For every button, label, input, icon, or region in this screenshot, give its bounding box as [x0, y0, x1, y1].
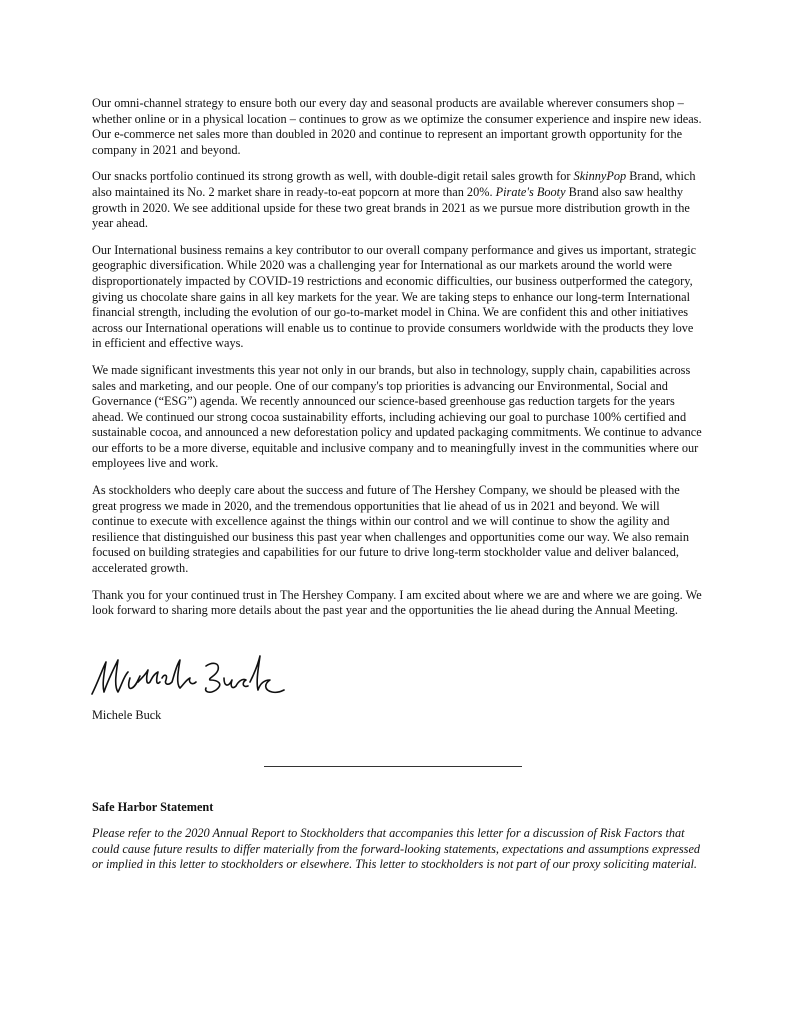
paragraph-thank-you: Thank you for your continued trust in The Hershey Company. I am excited about where we are and where we are going. We look forward to sharing more details about the past year and the opportunities the lie ahead during the Annual Meeting. [92, 587, 702, 618]
snacks-text-b: Brand, which also maintained its No. 2 market share in ready-to-eat popcorn at more than 20%. [92, 169, 696, 199]
divider-line [264, 766, 522, 767]
paragraph-stockholders: As stockholders who deeply care about the success and future of The Hershey Company, we should be pleased with the great progress we made in 2020, and the tremendous opportunities that lie ahead of us in 2021 and beyond. We will continue to execute with excellence against the things within our control and we will continue to show the agility and resilience that distinguished our business this past year when challenges and opportunities come our way. We also remain focused on building strategies and capabilities for our future to drive long-term stockholder value and deliver balanced, accelerated growth. [92, 483, 689, 576]
brand-pirates-booty: Pirate's Booty [495, 184, 566, 199]
snacks-text-c: Brand also saw healthy growth in 2020. We see additional upside for these two great brands in 2021 as we pursue more distribution growth in the year ahead. [92, 184, 690, 231]
safe-harbor-text: Please refer to the 2020 Annual Report to Stockholders that accompanies this letter for a discussion of Risk Factors that could cause future results to differ materially from the forward-looking statements, expectations and assumptions expressed or implied in this letter to stockholders or elsewhere. This letter to stockholders is not part of our proxy soliciting material. [92, 826, 701, 872]
safe-harbor-title: Safe Harbor Statement [92, 800, 214, 814]
letter-body [92, 96, 704, 630]
handwritten-signature [88, 652, 288, 702]
paragraph-investments: We made significant investments this year not only in our brands, but also in technology, supply chain, capabilities across sales and marketing, and our people. One of our company's top priorities is advancing our Environmental, Social and Governance (“ESG”) agenda. We recently announced our science-based greenhouse gas reduction targets for the years ahead. We continued our strong cocoa sustainability efforts, including achieving our goal to purchase 100% certified and sustainable cocoa, and announced a new deforestation policy and updated packaging commitments. We continue to advance our efforts to be a more diverse, equitable and inclusive company and to meaningfully invest in the communities where our employees live and work. [92, 362, 702, 471]
brand-skinnypop: SkinnyPop [573, 169, 627, 184]
snacks-text-a: Our snacks portfolio continued its strong growth as well, with double-digit retail sales growth for [92, 169, 574, 184]
paragraph-international: Our International business remains a key contributor to our overall company performance and gives us important, strategic geographic diversification. While 2020 was a challenging year for International as our markets around the world were disproportionately impacted by COVID-19 restrictions and economic difficulties, our business outperformed the category, giving us chocolate share gains in all key markets for the year. We are taking steps to enhance our long-term International financial strength, including the evolution of our go-to-market model in China. We are confident this and other initiatives across our International operations will enable us to continue to provide consumers worldwide with the products they love in efficient and effective ways. [92, 242, 697, 351]
paragraph-omni-channel: Our omni-channel strategy to ensure both our every day and seasonal products are available wherever consumers shop – whether online or in a physical location – continues to grow as we optimize the consumer experience and inspire new ideas. Our e-commerce net sales more than doubled in 2020 and continue to represent an important growth opportunity for the company in 2021 and beyond. [92, 96, 702, 157]
signer-name: Michele Buck [92, 708, 162, 722]
paragraph-snacks [92, 169, 704, 231]
